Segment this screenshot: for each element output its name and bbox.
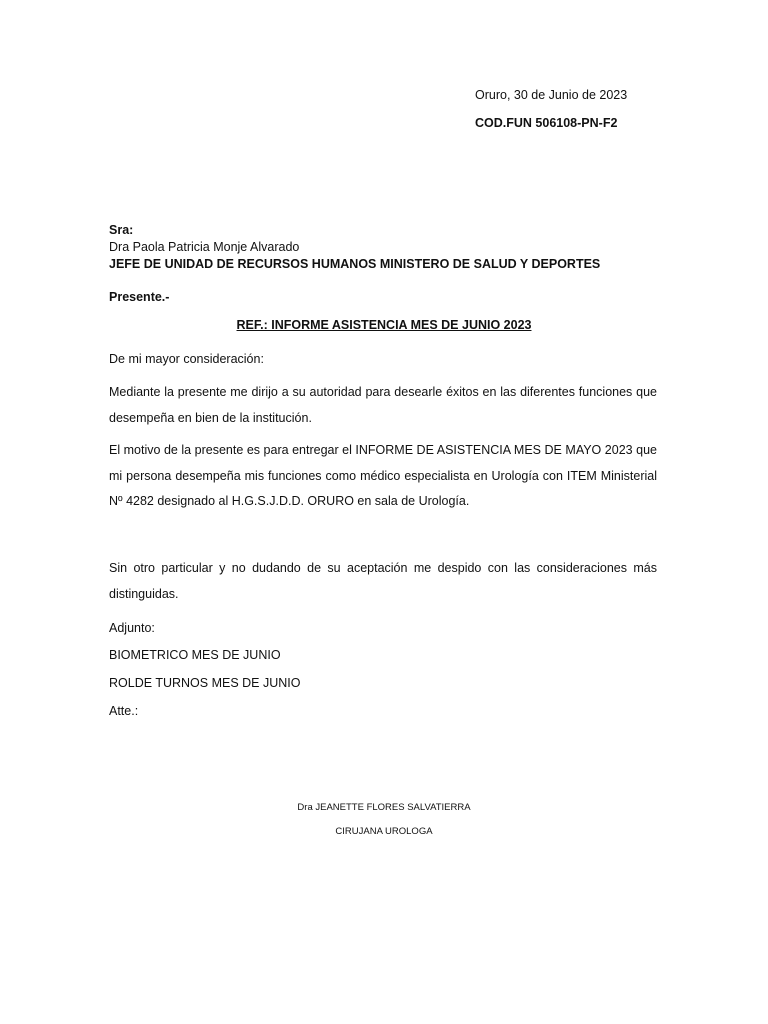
recipient-name: Dra Paola Patricia Monje Alvarado — [109, 240, 300, 254]
attachments-label: Adjunto: — [109, 621, 155, 635]
place-date: Oruro, 30 de Junio de 2023 — [475, 88, 628, 102]
document-code: COD.FUN 506108-PN-F2 — [475, 116, 618, 130]
presente-line: Presente.- — [109, 290, 170, 304]
reference-line: REF.: INFORME ASISTENCIA MES DE JUNIO 2023 — [236, 318, 532, 332]
paragraph-wishes: Mediante la presente me dirijo a su autoridad para desearle éxitos en las diferentes funciones que desempeña en bien de la institución. — [109, 385, 657, 425]
attachment-item: ROLDE TURNOS MES DE JUNIO — [109, 676, 301, 690]
attachment-item: BIOMETRICO MES DE JUNIO — [109, 648, 281, 662]
greeting: De mi mayor consideración: — [109, 352, 264, 366]
recipient-salutation: Sra: — [109, 223, 134, 237]
paragraph-closing: Sin otro particular y no dudando de su aceptación me despido con las consideraciones más distinguidas. — [109, 561, 657, 601]
signature-name: Dra JEANETTE FLORES SALVATIERRA — [297, 802, 471, 813]
signature-title: CIRUJANA UROLOGA — [335, 826, 433, 837]
paragraph-motive: El motivo de la presente es para entregar el INFORME DE ASISTENCIA MES DE MAYO 2023 que mi persona desempeña mis funciones como médico especialista en Urología con ITEM Ministerial Nº 4282 designado al H.G.S.J.D.D. ORURO en sala de Urología. — [109, 443, 657, 508]
closing-atte: Atte.: — [109, 704, 139, 718]
recipient-position: JEFE DE UNIDAD DE RECURSOS HUMANOS MINISTERO DE SALUD Y DEPORTES — [109, 257, 601, 271]
